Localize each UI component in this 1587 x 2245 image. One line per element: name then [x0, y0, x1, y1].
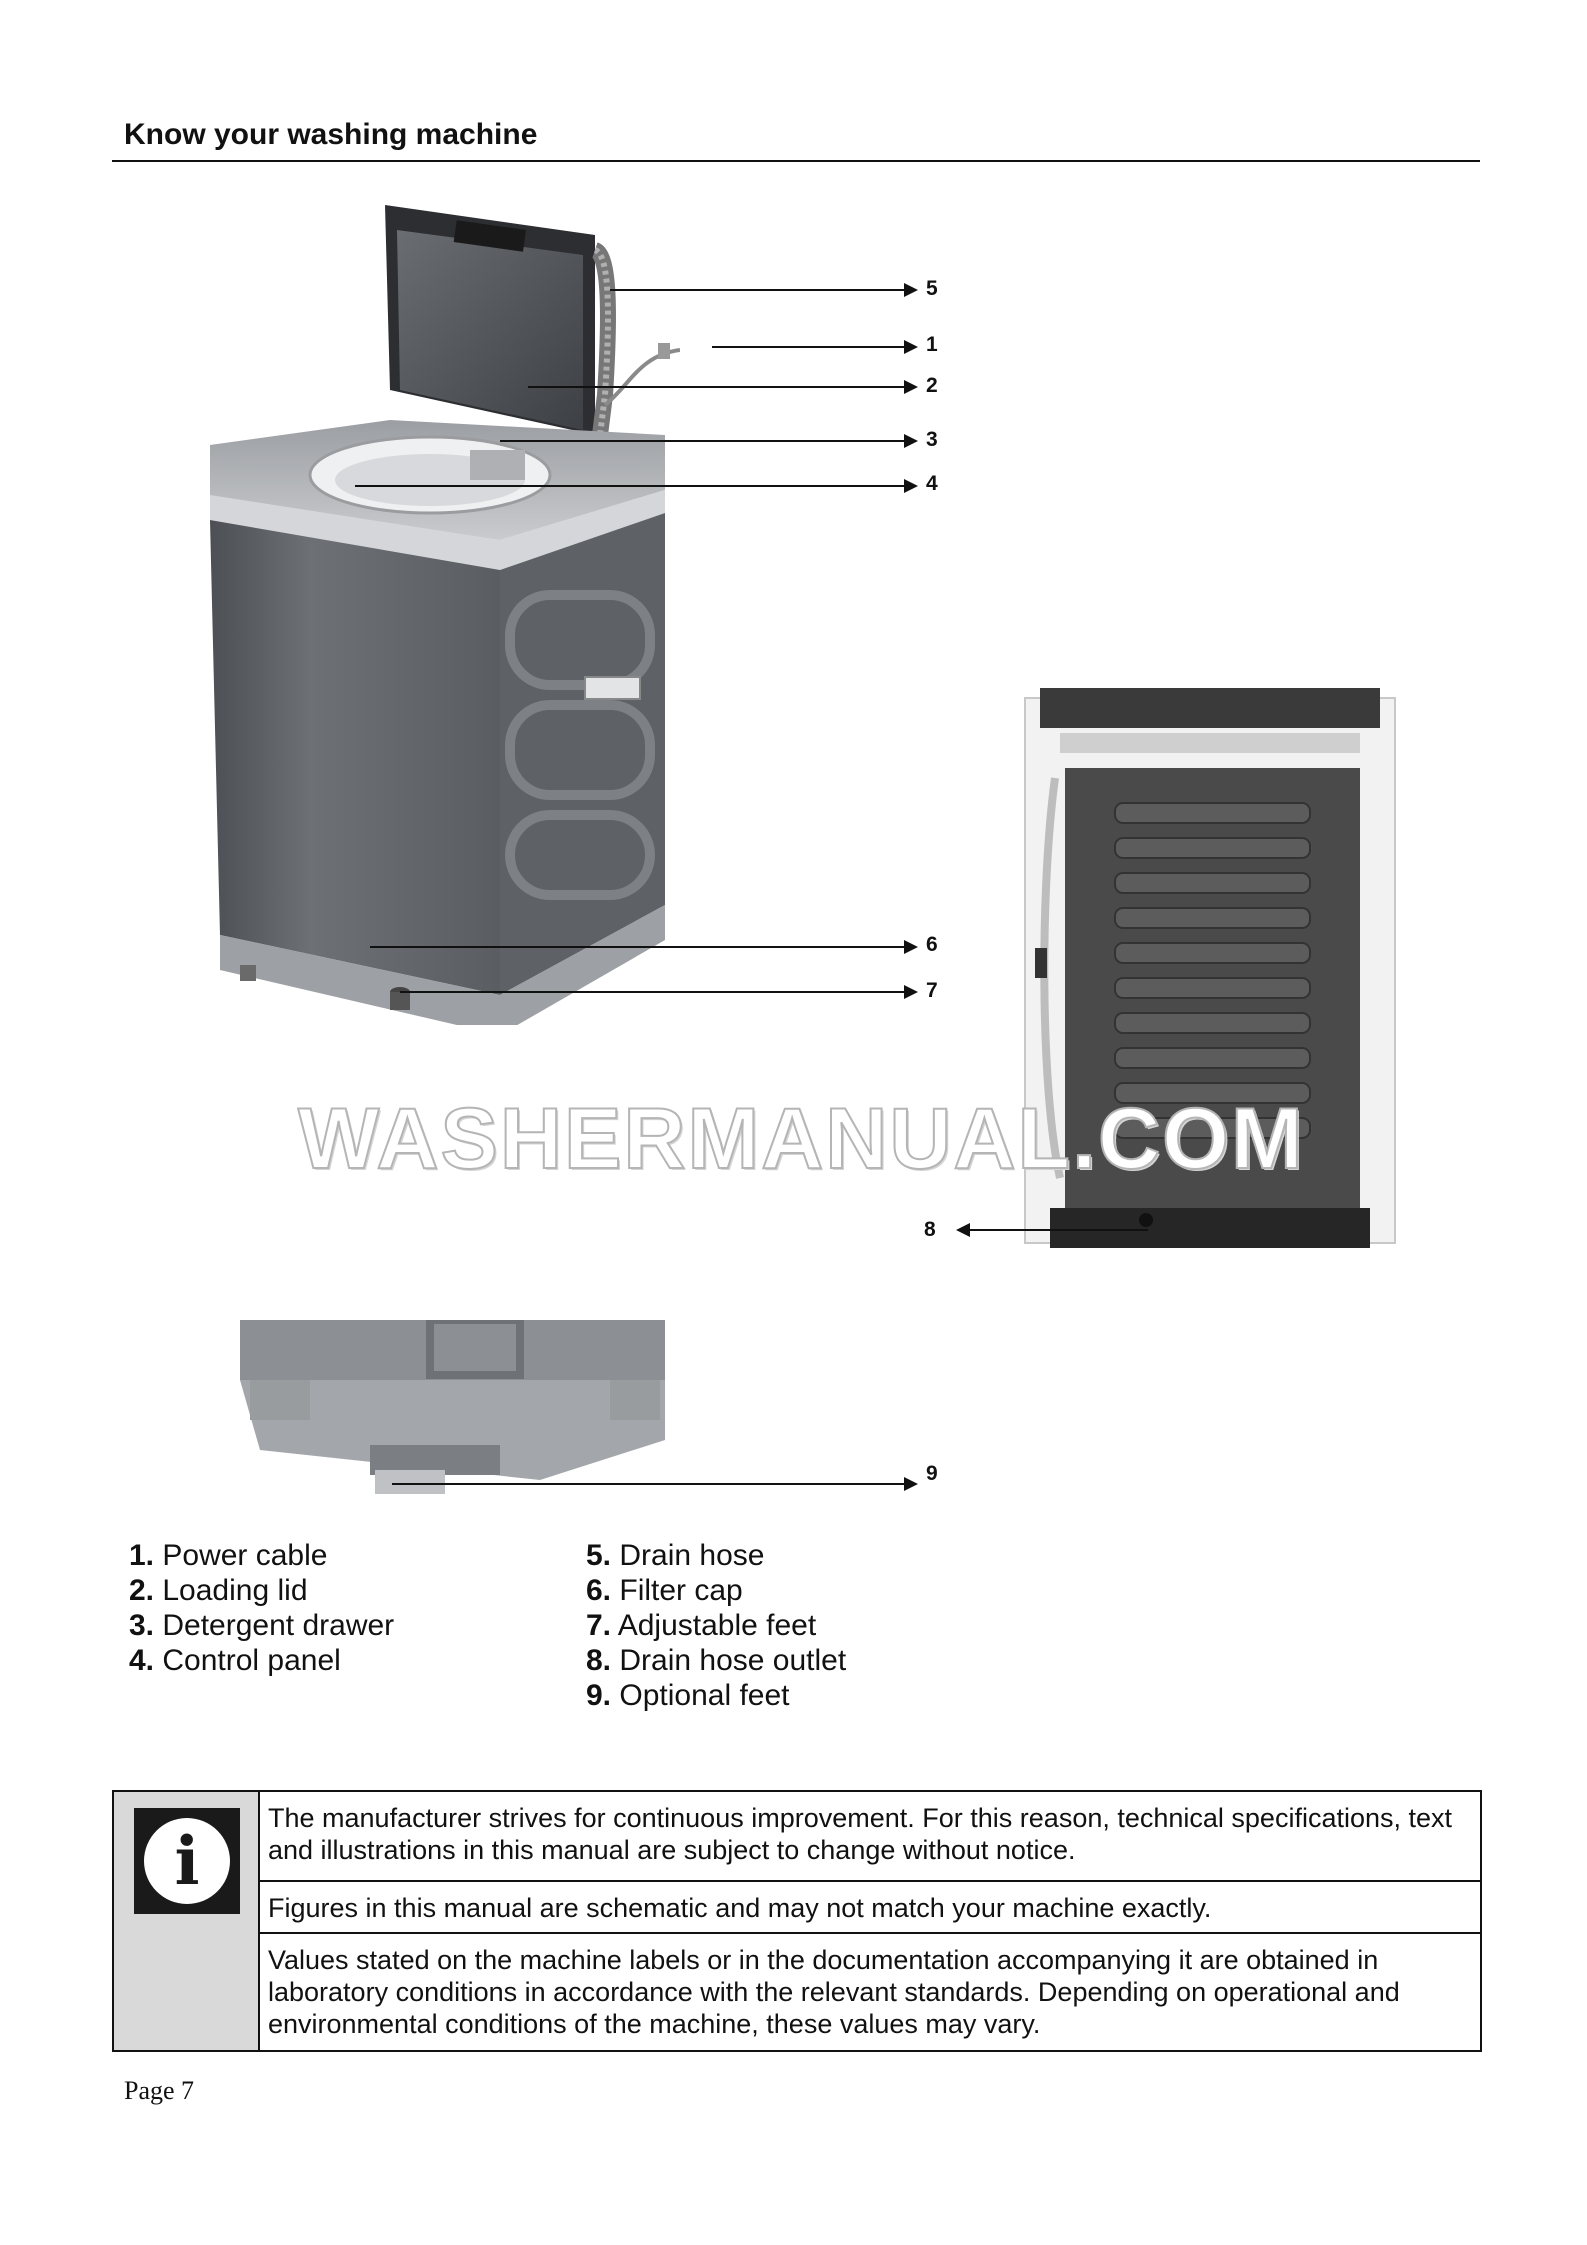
callout-arrow-1 [904, 340, 918, 354]
info-notes [260, 1792, 1480, 2050]
info-note-3: Values stated on the machine labels or in the documentation accompanying it are obtained in laboratory conditions in accordance with the relevant standards. Depending on operational and environmental conditions of the machine, these values may vary. [260, 1932, 1480, 2050]
legend-number: 5. [586, 1539, 612, 1572]
callout-line-6 [370, 946, 906, 948]
legend-number: 8. [586, 1644, 612, 1677]
legend-item [129, 1573, 394, 1608]
callout-6: 6 [926, 933, 938, 956]
legend-text: Control panel [162, 1644, 341, 1677]
callout-arrow-2 [904, 380, 918, 394]
parts-legend-col2 [586, 1538, 846, 1713]
info-note-1: The manufacturer strives for continuous improvement. For this reason, technical specifications, text and illustrations in this manual are subject to change without notice. [268, 1803, 1453, 1865]
legend-text: Loading lid [162, 1574, 308, 1607]
info-note-2: Figures in this manual are schematic and may not match your machine exactly. [260, 1880, 1480, 1932]
callout-3: 3 [926, 428, 938, 451]
callout-arrow-5 [904, 283, 918, 297]
legend-item [586, 1608, 846, 1643]
callout-2: 2 [926, 374, 938, 397]
watermark: WASHERMANUAL.COM [298, 1091, 1305, 1187]
callout-arrow-9 [904, 1477, 918, 1491]
info-icon [134, 1808, 240, 1914]
legend-text: Drain hose outlet [619, 1644, 847, 1677]
info-icon-cell [114, 1792, 260, 2050]
legend-number: 7. [586, 1609, 612, 1642]
callout-line-9 [392, 1483, 906, 1485]
legend-text: Drain hose [619, 1539, 765, 1572]
callout-line-2 [528, 386, 906, 388]
legend-text: Adjustable feet [617, 1609, 817, 1642]
callout-4: 4 [926, 472, 938, 495]
callout-8: 8 [924, 1218, 936, 1241]
parts-legend-col1 [129, 1538, 394, 1678]
callout-arrow-6 [904, 940, 918, 954]
legend-number: 4. [129, 1644, 155, 1677]
info-icon-glyph: i [174, 1822, 200, 1900]
info-icon-circle [144, 1818, 230, 1904]
callout-5: 5 [926, 277, 938, 300]
title-rule [112, 160, 1480, 162]
callout-9: 9 [926, 1462, 938, 1485]
legend-number: 9. [586, 1679, 612, 1712]
legend-item [586, 1678, 846, 1713]
callout-line-5 [610, 289, 906, 291]
legend-text: Detergent drawer [162, 1609, 395, 1642]
legend-item [129, 1538, 394, 1573]
callout-arrow-7 [904, 985, 918, 999]
legend-number: 3. [129, 1609, 155, 1642]
legend-item [586, 1643, 846, 1678]
callout-1: 1 [926, 333, 938, 356]
optional-feet-illustration [240, 1320, 665, 1500]
legend-number: 1. [129, 1539, 155, 1572]
callout-7: 7 [926, 979, 938, 1002]
legend-number: 2. [129, 1574, 155, 1607]
legend-item [586, 1573, 846, 1608]
callout-arrow-3 [904, 434, 918, 448]
legend-text: Power cable [162, 1539, 328, 1572]
legend-text: Optional feet [619, 1679, 790, 1712]
page-number: Page 7 [124, 2076, 195, 2105]
callout-line-1 [712, 346, 906, 348]
callout-line-7 [400, 991, 906, 993]
page-title: Know your washing machine [124, 118, 538, 151]
legend-item [129, 1608, 394, 1643]
legend-text: Filter cap [619, 1574, 743, 1607]
info-notice-box [112, 1790, 1482, 2052]
callout-line-8 [968, 1229, 1148, 1231]
callout-line-3 [500, 440, 906, 442]
legend-item [586, 1538, 846, 1573]
legend-item [129, 1643, 394, 1678]
washing-machine-front-illustration [200, 195, 680, 1025]
callout-line-4 [355, 485, 906, 487]
callout-arrow-4 [904, 479, 918, 493]
legend-number: 6. [586, 1574, 612, 1607]
